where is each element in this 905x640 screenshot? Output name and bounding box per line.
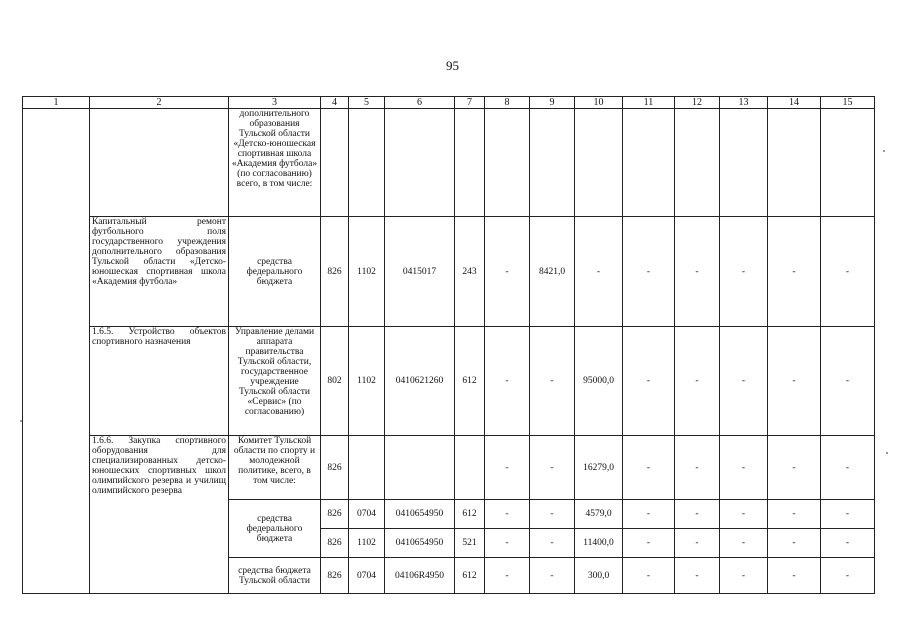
table-cell: - <box>720 436 768 500</box>
column-number-row <box>23 97 875 109</box>
table-cell: 0410654950 <box>385 529 455 558</box>
table-cell: - <box>675 558 720 594</box>
table-cell: - <box>623 500 675 529</box>
table-cell: 826 <box>321 217 349 327</box>
table-cell: 0410621260 <box>385 327 455 436</box>
table-cell: - <box>530 529 575 558</box>
table-cell: - <box>485 436 530 500</box>
table-row <box>23 436 875 500</box>
table-cell: - <box>675 217 720 327</box>
table-cell: 0410654950 <box>385 500 455 529</box>
table-cell: 8421,0 <box>530 217 575 327</box>
table-cell: 521 <box>455 529 485 558</box>
table-cell: - <box>485 558 530 594</box>
measure-cell: 1.6.6. Закупка спортивного оборудования для специализированных детско-юношеских спортивных школ олимпийского резерва и училищ олимпийского резерва <box>90 436 229 594</box>
table-cell: - <box>623 327 675 436</box>
measure-cell: Капитальный ремонт футбольного поля государственного учреждения дополнительного образования Тульской области «Детско-юношеская спортивная школа «Академия футбола» <box>90 217 229 327</box>
page-number: 95 <box>446 58 459 73</box>
table-cell: 16279,0 <box>575 436 623 500</box>
table-cell <box>349 436 385 500</box>
table-cell: 1102 <box>349 529 385 558</box>
column-number: 9 <box>530 97 575 109</box>
table-cell: 300,0 <box>575 558 623 594</box>
table-cell: - <box>768 436 821 500</box>
scan-speck <box>886 452 888 454</box>
table-cell: - <box>675 500 720 529</box>
table-cell: - <box>768 558 821 594</box>
table-cell: - <box>821 500 875 529</box>
table-cell: - <box>675 436 720 500</box>
table-cell <box>455 436 485 500</box>
table-row <box>23 327 875 436</box>
table-cell: - <box>821 529 875 558</box>
column-number: 1 <box>23 97 90 109</box>
table-cell: - <box>485 327 530 436</box>
column-number: 8 <box>485 97 530 109</box>
table-row <box>23 109 875 217</box>
table-cell: 826 <box>321 529 349 558</box>
funding-source-cell: средства федерального бюджета <box>229 500 321 558</box>
executor-cell: Управление делами аппарата правительства Тульской области, государственное учреждение Тульской области «Сервис» (по согласованию) <box>229 327 321 436</box>
executor-cell: Комитет Тульской области по спорту и молодежной политике, всего, в том числе: <box>229 436 321 500</box>
table-cell: 243 <box>455 217 485 327</box>
table-cell: - <box>720 558 768 594</box>
table-cell: 826 <box>321 558 349 594</box>
table-cell: 0704 <box>349 558 385 594</box>
table-cell: - <box>485 217 530 327</box>
table-cell: 1102 <box>349 327 385 436</box>
table-cell: - <box>768 529 821 558</box>
table-cell: 612 <box>455 558 485 594</box>
column-number: 2 <box>90 97 229 109</box>
column-number: 11 <box>623 97 675 109</box>
table-cell: - <box>485 529 530 558</box>
table-cell <box>385 436 455 500</box>
table-cell: - <box>485 500 530 529</box>
table-cell: 612 <box>455 500 485 529</box>
table-cell: - <box>675 529 720 558</box>
table-cell: 04106R4950 <box>385 558 455 594</box>
table-cell: 802 <box>321 327 349 436</box>
table-cell: 0704 <box>349 500 385 529</box>
column-1-cell <box>23 109 90 594</box>
table-cell: - <box>623 436 675 500</box>
table-cell: - <box>821 217 875 327</box>
column-number: 7 <box>455 97 485 109</box>
table-cell: 826 <box>321 436 349 500</box>
column-number: 10 <box>575 97 623 109</box>
table-cell: 1102 <box>349 217 385 327</box>
column-number: 5 <box>349 97 385 109</box>
table-cell: - <box>530 558 575 594</box>
table-cell: - <box>623 217 675 327</box>
table-cell: 612 <box>455 327 485 436</box>
scan-speck <box>883 150 885 152</box>
column-number: 13 <box>720 97 768 109</box>
table-cell <box>90 109 229 217</box>
column-number: 12 <box>675 97 720 109</box>
table-cell: 0415017 <box>385 217 455 327</box>
table-cell: - <box>821 327 875 436</box>
table-row <box>23 217 875 327</box>
table-cell: - <box>530 436 575 500</box>
funding-source-cell: средства федерального бюджета <box>229 217 321 327</box>
table-cell: - <box>623 558 675 594</box>
table-cell: - <box>821 558 875 594</box>
table-cell: - <box>720 529 768 558</box>
table-cell: - <box>530 327 575 436</box>
table-cell: - <box>768 327 821 436</box>
column-number: 15 <box>821 97 875 109</box>
table-cell: - <box>720 500 768 529</box>
funding-source-cell: средства бюджета Тульской области <box>229 558 321 594</box>
table-cell: 95000,0 <box>575 327 623 436</box>
column-number: 4 <box>321 97 349 109</box>
table-cell: - <box>720 327 768 436</box>
table-cell: - <box>720 217 768 327</box>
table-cell: - <box>675 327 720 436</box>
column-number: 14 <box>768 97 821 109</box>
table-cell: - <box>768 500 821 529</box>
column-number: 3 <box>229 97 321 109</box>
scan-speck <box>20 420 22 422</box>
table-cell: - <box>768 217 821 327</box>
table-cell: - <box>821 436 875 500</box>
budget-table <box>22 96 875 594</box>
column-number: 6 <box>385 97 455 109</box>
measure-cell: 1.6.5. Устройство объектов спортивного назначения <box>90 327 229 436</box>
table-cell: 826 <box>321 500 349 529</box>
table-cell: 11400,0 <box>575 529 623 558</box>
table-cell: - <box>575 217 623 327</box>
executor-cell: дополнительного образования Тульской области «Детско-юношеская спортивная школа «Академия футбола» (по согласованию) всего, в том числе: <box>229 109 321 217</box>
table-cell: 4579,0 <box>575 500 623 529</box>
table-cell: - <box>623 529 675 558</box>
table-cell: - <box>530 500 575 529</box>
